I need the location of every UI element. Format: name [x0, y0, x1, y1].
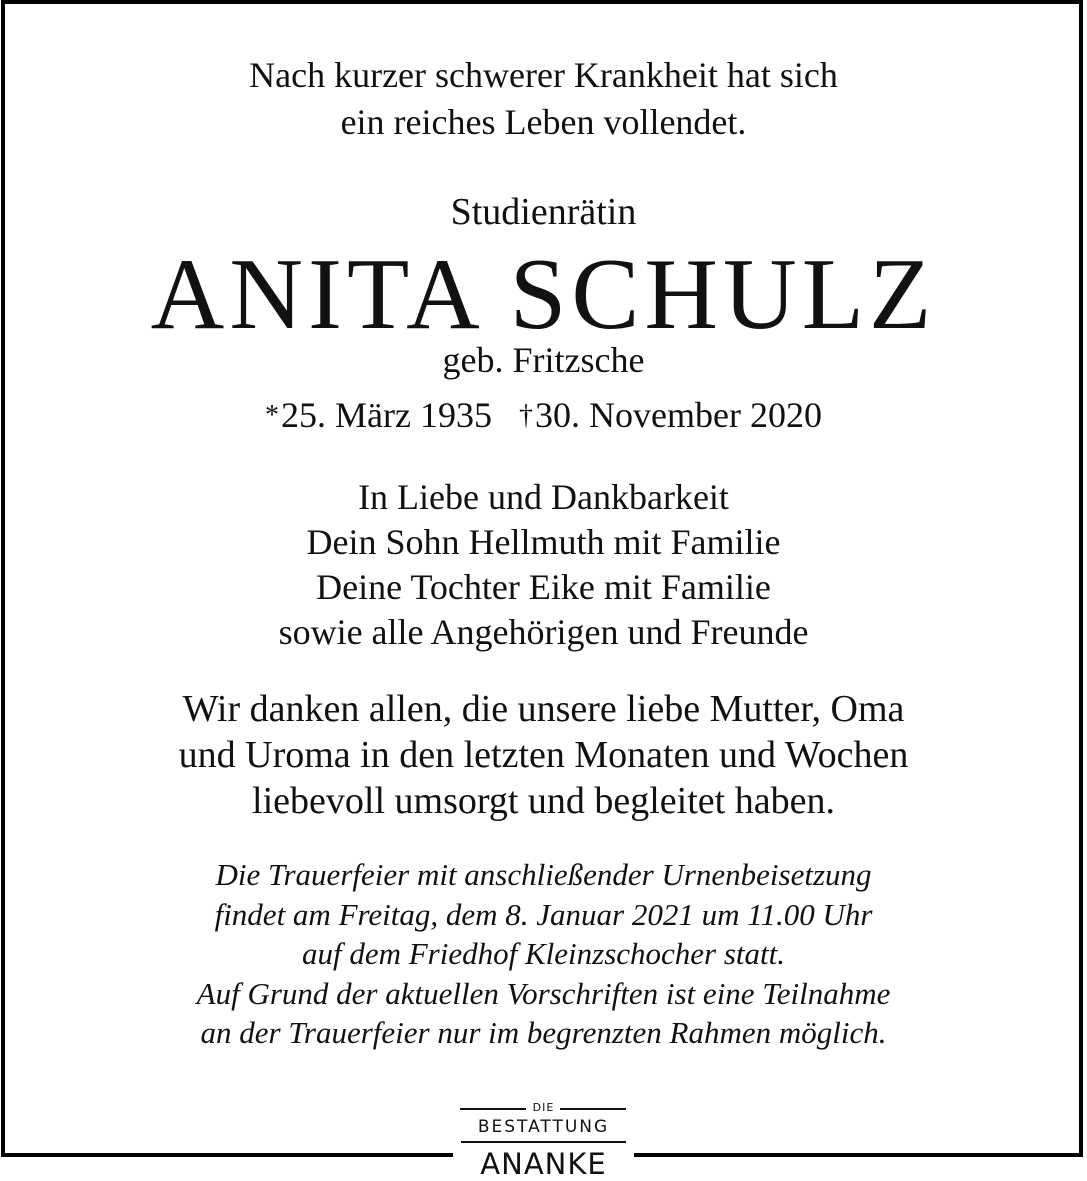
thanks-block: [0, 686, 1087, 824]
intro-line: Nach kurzer schwerer Krankheit hat sich: [249, 55, 838, 95]
ceremony-line: an der Trauerfeier nur im begrenzten Rahmen möglich.: [200, 1015, 887, 1050]
intro-text: [0, 52, 1087, 146]
ceremony-line: findet am Freitag, dem 8. Januar 2021 um 11.00 Uhr: [214, 896, 873, 932]
logo-bottom-text: ANANKE: [480, 1147, 607, 1181]
birth-date: 25. März 1935: [281, 395, 492, 435]
logo-rule: [461, 1141, 626, 1143]
ceremony-line: auf dem Friedhof Kleinzschocher statt.: [301, 936, 786, 971]
deceased-title: Studienrätin: [450, 191, 637, 233]
mourners-line: In Liebe und Dankbarkeit: [358, 477, 729, 517]
logo-middle-text: BESTATTUNG: [477, 1117, 610, 1137]
mourners-line: sowie alle Angehörigen und Freunde: [278, 612, 809, 652]
thanks-line: und Uroma in den letzten Monaten und Wochen: [178, 734, 909, 776]
mourners-line: Deine Tochter Eike mit Familie: [316, 567, 771, 607]
maiden-name: geb. Fritzsche: [442, 340, 645, 380]
ceremony-line: Auf Grund der aktuellen Vorschriften ist eine Teilnahme: [196, 975, 891, 1011]
death-symbol: †: [519, 400, 533, 431]
funeral-home-logo: [453, 1097, 634, 1181]
logo-top-text: DIE: [532, 1101, 555, 1114]
intro-line: ein reiches Leben vollendet.: [340, 102, 747, 142]
frame-bottom-right-rule: [634, 1153, 1083, 1157]
ceremony-block: [0, 855, 1087, 1053]
mourners-block: [0, 475, 1087, 655]
deceased-name: ANITA SCHULZ: [150, 238, 937, 351]
birth-symbol: *: [265, 400, 280, 431]
thanks-line: Wir danken allen, die unsere liebe Mutter, Oma: [182, 688, 905, 730]
mourners-line: Dein Sohn Hellmuth mit Familie: [306, 522, 781, 562]
life-dates: [0, 392, 1087, 439]
logo-rule: [560, 1108, 626, 1110]
death-date: 30. November 2020: [535, 395, 822, 435]
frame-bottom-left-rule: [1, 1153, 453, 1157]
ceremony-line: Die Trauerfeier mit anschließender Urnenbeisetzung: [215, 857, 872, 892]
thanks-line: liebevoll umsorgt und begleitet haben.: [252, 780, 835, 822]
